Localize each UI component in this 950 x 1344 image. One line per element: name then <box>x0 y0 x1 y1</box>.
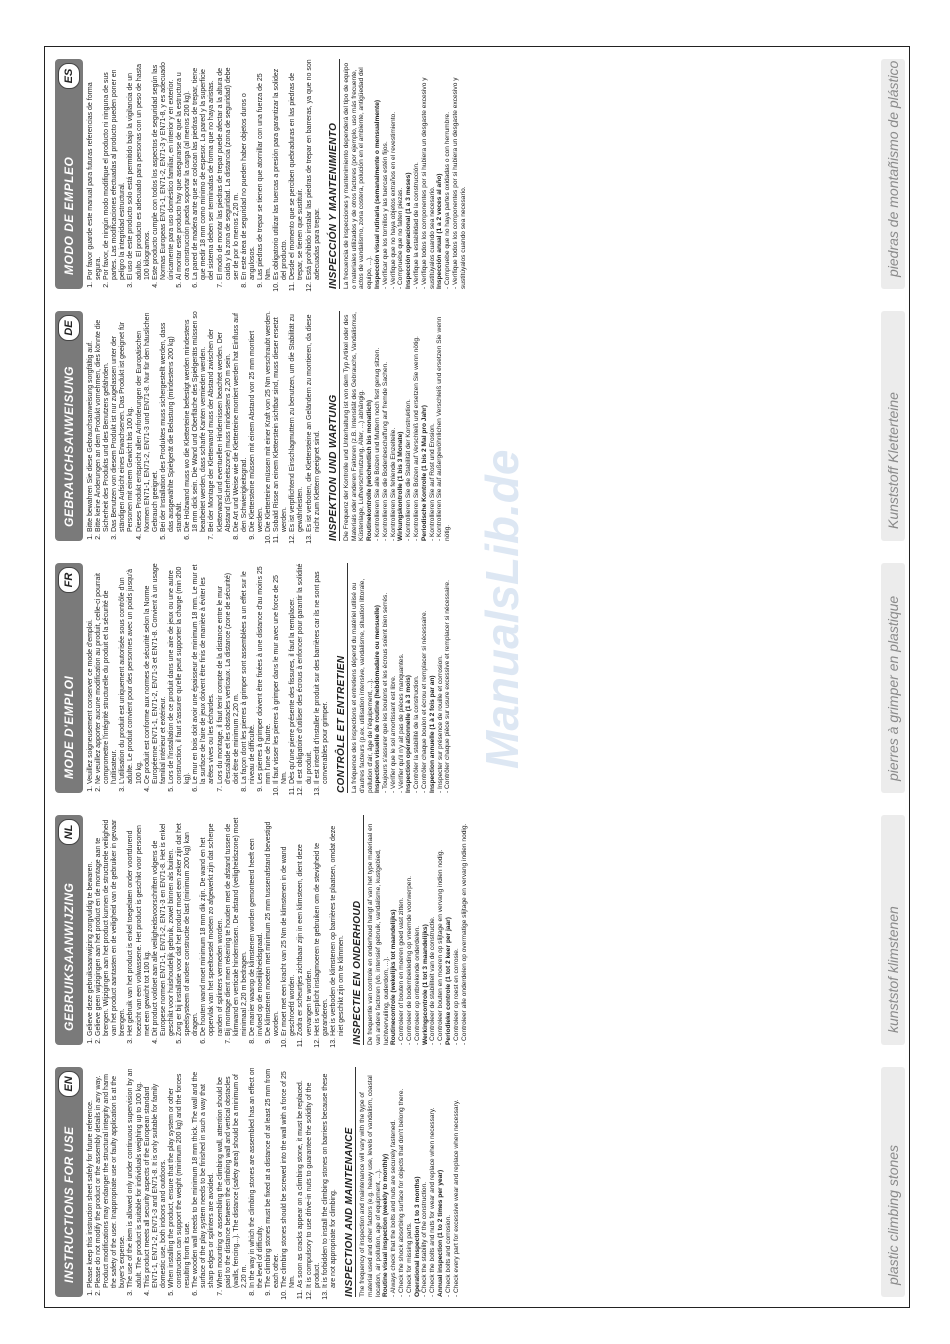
inspection-heading: Werkingscontrole (1 tot 3 maandelijks) <box>421 924 429 1045</box>
column-header <box>55 563 83 793</box>
inspection-line: - Controleer de stabiliteit van de constructie. <box>429 916 437 1045</box>
inspection-line: - Contrôler la stabilité de la construction. <box>413 675 421 793</box>
instruction-item: 8. La façon dont les pierres à grimper sont assemblées a un effet sur le niveau de difficulté. <box>241 563 257 784</box>
instruction-item: 9. The climbing stones must be fixed at a distance of at least 25 mm from each other. <box>265 1067 281 1288</box>
inspection-title: INSPEKTION UND WARTUNG <box>330 311 340 541</box>
inspection-line: - Contrôler chaque pièce sur usure excessive et remplacer si nécessaire. <box>444 580 452 793</box>
instructions-body <box>87 59 468 289</box>
instruction-item: 8. In the way in which the climbing stones are assembled has an effect on the level of difficulty. <box>249 1067 265 1288</box>
inspection-heading: Inspección anual (1 a 2 veces al año) <box>436 173 444 289</box>
watermark: ManualsLib.de <box>476 449 528 769</box>
instruction-item: 10. The climbing stones should be screwed into the wall with a force of 25 Nm. <box>281 1067 297 1288</box>
language-badge: FR <box>58 567 80 593</box>
instruction-list <box>87 563 330 793</box>
instruction-item: 5. When installing the product, ensure that the play system or other construction can support the weight (minimum 200 kg) and the forces resulting from its use. <box>168 1067 192 1288</box>
inspection-line: - Check the bolts and nuts for wear and replace when necessary. <box>429 1107 437 1297</box>
column-header <box>55 311 83 541</box>
inspection-line: - Kontrollieren Sie fehlende Einzelteile. <box>389 427 397 541</box>
instruction-item: 10. Il faut visser les pierres à grimper dans le mur avec une force de 25 Nm. <box>273 563 289 784</box>
instruction-item: 1. Por favor guarde este manual para futuras referencias de forma segura. <box>87 59 103 280</box>
inspection-section <box>367 815 468 1045</box>
instruction-item: 11. As soon as cracks appear on a climbing stone, it must be replaced. <box>297 1067 305 1288</box>
inspection-heading: Periodische Kontrolle (1 bis 2 Mal pro Jahr) <box>420 405 428 541</box>
instruction-item: 11. Sobald Risse an einem Kletterstein sichtbar sind, muss dieser ersetzt werden. <box>273 311 289 532</box>
column-title: GEBRAUCHSANWEISUNG <box>62 365 76 527</box>
column-header <box>55 815 83 1045</box>
inspection-section <box>359 1067 460 1297</box>
instruction-item: 12. Il est obligatoire d'utiliser des écrous à enfoncer pour garantir la solidité du produit. <box>297 563 313 784</box>
instruction-item: 8. De manier waarop de klimstenen worden gemonteerd heeft een invloed op de moeilijkheidsgraad. <box>249 815 265 1036</box>
inspection-line: - Check the stability of the construction. <box>421 1181 429 1297</box>
column-es <box>45 47 910 301</box>
inspection-section <box>343 59 468 289</box>
inspection-intro: La fréquence des inspections et entretiens dépend du matériel utilisé ou d'autres facteurs (p.ex. utilisation intensive, vandalisme, situation littorale, pollution d'air, âge de l'équipement, ...). <box>350 578 374 793</box>
inspection-heading: Wirkungskontrolle (1 bis 3 Monate) <box>397 431 405 541</box>
instruction-item: 6. La pared de madera ante que se colocan las piedras de trepar, tiene que medir 18 mm como mínimo de espesor. La pared y la superficie del sistema deben ser terminadas de forma que no haya aristas. <box>192 59 216 280</box>
instruction-list <box>87 1067 338 1297</box>
instruction-item: 4. Ce produit est conforme aux normes de sécurité selon la Norme Européenne EN71-1, EN71-2, EN71-3 et EN71-8. Convient à un usage familial intérieur et extérieur. <box>144 563 168 784</box>
instruction-item: 3. The use of the item is allowed only under continuous supervision by an adult. The product is suitable for individuals weighing up to 100 kg. <box>127 1067 143 1288</box>
instructions-body <box>87 563 452 793</box>
instruction-item: 7. Lors du montage, il faut tenir compte de la distance entre le mur d'escalade et les obstacles verticaux. La distance (zone de sécurité) doit être de minimum 2,20 m. <box>217 563 241 784</box>
instruction-item: 10. Es obligatorio utilizar las tuercas a presión para garantizar la solidez del producto. <box>273 59 289 280</box>
inspection-line: - Verifique todos los componentes por si hubiera un desgaste excesivo y sustitúyalos cuando sea necesario. <box>420 77 436 289</box>
product-name: piedras de montañismo de plástico <box>885 60 901 277</box>
product-name: kunststof klimstenen <box>885 906 901 1033</box>
instruction-list <box>87 815 346 1045</box>
inspection-line: - Controleer op roest en corrosie. <box>452 948 460 1045</box>
instruction-item: 9. Les pierres à grimper doivent être fixées à une distance d'au moins 25 mm l'une de l'autre. <box>257 563 273 784</box>
column-title: GEBRUIKSAANWIJZING <box>62 882 76 1031</box>
inspection-line: - Controleer de bodembekleding op vreemde voorwerpen. <box>406 876 414 1045</box>
instruction-item: 13. It is forbidden to install the climbing stones on barriers because these are not appropriate for climbing. <box>322 1067 338 1288</box>
product-name: Kunststoff Kletterteine <box>885 392 901 529</box>
instruction-item: 6. The wooden wall needs to be minimum 18 mm thick. The wall and the surface of the play system needs to be finished in such a way that sharp edges or splinters are avoided. <box>192 1067 216 1288</box>
instruction-item: 7. El modo de montar las piedras de trepar puede afectar a la altura de caída y la zona de seguridad. La distancia (zona de seguridad) debe ser de por lo menos 2,20 m. <box>217 59 241 280</box>
instruction-item: 5. Zorg er bij installatie voor dat het product moet een zeker zijn dat het speelsysteem of andere constructie de last (minimum 200 kg) kan dragen. <box>176 815 200 1036</box>
inspection-line: - Kontrollieren Sie die Bodenbeschaffung auf fremde Sachen. <box>381 361 389 541</box>
instruction-item: 1. Veuillez soigneusement conserver ce mode d'emploi. <box>87 563 95 784</box>
instruction-item: 2. Por favor, de ningún modo modifique el producto ni ninguna de sus partes. Las modificaciones efectuadas al producto pueden poner en peligro la integridad estructural. <box>103 59 127 280</box>
instruction-item: 6. De houten wand moet minimum 18 mm dik zijn. De wand en het oppervlak van het speeltoestel moeten zo afgewerkt zijn dat scherpe randen of splinters vermeden worden. <box>200 815 224 1036</box>
instruction-item: 9. Die Klettersteine müssen mit einem Abstand von 25 mm montiert werden. <box>249 311 265 532</box>
instruction-item: 5. Al montar este producto hay que asegurarse de que la estructura u otra construcción pueda soportar la carga (al menos 200 kg). <box>176 59 192 280</box>
column-footer <box>881 311 905 541</box>
inspection-heading: Annual inspection (1 to 2 times per year) <box>436 1169 444 1297</box>
instruction-item: 2. Bitte keine Änderungen an dem Produkt vornehmen, dies könnte die Sicherheit des Produkts und des Benutzers gefährden. <box>95 311 111 532</box>
instruction-item: 12. Het is verplicht inslagmoeren te gebruiken om de stevigheid te garanderen. <box>314 815 330 1036</box>
instruction-item: 5. Lors de l'installation de ce produit dans une aire de jeux ou une autre construction, il faut s'assurer qu'elle peut supporter la charge (min 200 kg). <box>168 563 192 784</box>
document-page <box>44 46 910 1308</box>
instructions-body <box>87 1067 460 1297</box>
inspection-line: - Verifique todos los componentes por si hubiera un desgaste excesivo y sustitúyalos cuando sea necesario. <box>451 77 467 289</box>
instruction-item: 4. Dieses Produkt entspricht allen Anforderungen der Europäischen Normen EN71-1, EN71-2, EN71-3 und EN71-8. Nur für den häuslichen Gebrauch geeignet. <box>136 311 160 532</box>
inspection-line: - Controleer alle onderdelen op overmatige slijtage en vervang indien nodig. <box>460 823 468 1045</box>
product-name: pierres à grimper en plastique <box>885 595 901 781</box>
inspection-line: - Controleer op ontbrekende onderdelen. <box>413 925 421 1045</box>
inspection-line: - Kontrollieren Sie alle Bolzen und Muttern noch fest genug sitzen. <box>374 347 381 541</box>
product-name: plastic climbing stones <box>885 1144 901 1285</box>
inspection-line: - Verificar que los tornillos y las tuercas estén fijos. <box>381 141 389 289</box>
inspection-heading: Periodieke controle (1 tot 2 keer per jaar) <box>445 917 453 1045</box>
inspection-title: INSPECTIE EN ONDERHOUD <box>354 815 364 1045</box>
inspection-title: CONTRÔLE ET ENTRETIEN <box>338 563 348 793</box>
instruction-item: 3. L'utilisation du produit est uniquement autorisée sous contrôle d'un adulte. Le produit convient pour des personnes avec un poids jusqu'à 100 kg. <box>119 563 143 784</box>
instruction-item: 7. Bei der Montage der Kletterwand muss der Abstand zwischen der Kletterwand und eventuellen Hindernissen beachtet werden. Der Abstand (Sicherheitszone) muss mindestens 2,20 m sein. <box>208 311 232 532</box>
column-footer <box>881 1067 905 1297</box>
language-badge: NL <box>58 819 80 845</box>
inspection-intro: Die Frequenz der Kontrolle und Unterhaltung ist von dem Typ Artikel oder des Materials oder anderen Faktoren (z.B. Intensität des Gebrauchs, Vandalismus, Küstenlage, Luftverschmutzung, Alter, ...) abhängig. <box>342 312 366 541</box>
inspection-line: - Controleer bouten en moeren op slijtage en vervang indien nodig. <box>437 849 445 1045</box>
inspection-line: - Check bolts and corrosion. <box>444 1214 452 1297</box>
instruction-item: 7. Bij montage dient men rekening te houden met de afstand tussen de klimwand en verticale hindernissen. De afstand (veiligheidszone) moet minimaal 2,20 m bedragen. <box>225 815 249 1036</box>
inspection-line: - Contrôler chaque boulon et écrou et remplacer si nécessaire. <box>421 610 429 793</box>
language-badge: ES <box>58 63 80 89</box>
instruction-item: 3. Das Benutzen von diesem Produkt ist nur zugelassen unter der ständigen Aufsicht eines Erwachsenen. Das Produkt ist geeignet für Personen mit einem Gewicht bis 100 kg. <box>111 311 135 532</box>
instruction-item: 12. Está prohibido instalar las piedras de trepar en barreras, ya que no son adecuadas para trepar. <box>306 59 322 280</box>
column-footer <box>881 815 905 1045</box>
instruction-item: 2. Gelieve geen wijzigingen aan het product en de montage aan te brengen. Wijzigingen aan het product kunnen de structurele veiligheid van het product aantasten en de veiligheid van de gebruiker in gevaar brengen. <box>95 815 127 1036</box>
column-title: MODO DE EMPLEO <box>62 156 76 275</box>
inspection-line: - Kontrollieren Sie auf Rost und Erosion. <box>428 423 436 541</box>
column-nl <box>45 803 910 1057</box>
column-en <box>45 1055 910 1308</box>
column-footer <box>881 59 905 289</box>
column-title: INSTRUCTIONS FOR USE <box>62 1126 76 1283</box>
instruction-item: 8. En este área de seguridad no pueden haber objetos duros o angulosos. <box>241 59 257 280</box>
inspection-line: - Compruebe que no falten piezas. <box>397 187 405 289</box>
column-footer <box>881 563 905 793</box>
inspection-line: - Compruebe que no haya partes oxidadas o con herrumbre. <box>444 111 452 289</box>
instruction-item: 11. Zodra er scheurtjes zichtbaar zijn in een klimsteen, dient deze vervangen te worden. <box>297 815 313 1036</box>
inspection-line: - Kontrollieren Sie auf außergewöhnlichen Verschleiß und ersetzen Sie wenn nötig. <box>436 316 452 541</box>
inspection-heading: Inspection opérationnelle (1 à 3 mois) <box>405 675 413 793</box>
instruction-item: 9. De klimstenen moeten met minimum 25 mm tussenafstand bevestigd worden. <box>265 815 281 1036</box>
inspection-heading: Routinecontrole (wekelijks tot maandelijks) <box>390 909 398 1045</box>
column-header <box>55 59 83 289</box>
column-header <box>55 1067 83 1297</box>
instruction-item: 4. This product meets all security aspects of the European standard EN71-1, EN71-2, EN71-3 and EN71-8. It is only suitable for family domestic use, both indoors and outdoors. <box>144 1067 168 1288</box>
inspection-line: - Check for missing parts. <box>405 1222 413 1297</box>
column-fr <box>45 551 910 805</box>
column-title: MODE D'EMPLOI <box>62 675 76 779</box>
instruction-item: 12. Es ist verpflichtend Einschlagmuttern zu benutzen, um die Stabilität zu gewährleisten. <box>289 311 305 532</box>
instruction-item: 10. Die Kletterteine müssen mit einer Kraft von 25 Nm verschraubt werden. <box>265 311 273 532</box>
instruction-item: 13. Il est interdit d'installer le produit sur des barrières car ils ne sont pas convenables pour grimper. <box>314 563 330 784</box>
instruction-item: 1. Bitte bewahren Sie diese Gebrauchsanweisung sorgfältig auf. <box>87 311 95 532</box>
instruction-list <box>87 311 322 541</box>
inspection-intro: La frecuencia de inspecciones y mantenimiento dependerá del tipo de equipo o materiales utilizados y de otros factores (por ejemplo, uso más frecuente, actos de vandalismo, zona costera, polución en el ambiente, antigüedad del equipo, ...). <box>342 62 374 289</box>
instruction-item: 2. Ne veuillez apporter aucune modification au produit, celle-ci pourrait compromettre l'intégrité structurelle du produit et la sécurité de l'utilisateur. <box>95 563 119 784</box>
inspection-line: - Vérifier que le sol amortissant est libre. <box>389 675 397 793</box>
language-badge: EN <box>58 1071 80 1097</box>
language-badge: DE <box>58 315 80 341</box>
instruction-item: 6. Die Holzwand muss wo die Kletterteine befestigt werden mindestens 18 mm dick sein. Die Wand und Oberfläche des Spielgeräts müssen so bearbeitet werden, dass scharfe Kanten vermieden werden. <box>184 311 208 532</box>
instruction-item: 11. Dès qu'une pierre présente des fissures, il faut la remplacer. <box>289 563 297 784</box>
inspection-section <box>343 311 452 541</box>
inspection-line: - Always check that the bolts and nuts are securely fastened. <box>390 1119 398 1297</box>
inspection-heading: Inspection annuelle (1 à 2 fois par an) <box>428 675 436 793</box>
instructions-body <box>87 815 468 1045</box>
instruction-item: 12. It is compulsory to use drive-in nuts to guarantee the solidity of the product. <box>306 1067 322 1288</box>
instruction-item: 7. When mounting or assembling the climbing wall, attention should be paid to the distance between the climbing wall and vertical obstacles (walls, fencing...). The distance (safety area) should be a minimum of 2,20 m. <box>217 1067 249 1288</box>
inspection-heading: Routinekontrolle (wöchentlich bis monatlich) <box>366 399 374 541</box>
inspection-line: - Inspecter sur présence de rouille et corrosion. <box>436 655 444 793</box>
instruction-list <box>87 59 322 289</box>
inspection-line: - Verifique que no haya objetos extraños en el revestimiento. <box>389 111 397 289</box>
instruction-item: 13. Es ist verboten, die Klettersteine an Geländern zu montieren, da diese nicht zum Klettern geeignet sind. <box>306 311 322 532</box>
instruction-item: 13. Het is verboden de klimstenen op barrières te plaatsen, omdat deze niet geschikt zijn om te klimmen. <box>330 815 346 1036</box>
inspection-heading: Inspección visual rutinaria (semanalmente o mensualmente) <box>374 99 381 289</box>
inspection-line: - Kontrollieren Sie die Stabilität der Konstruktion. <box>405 399 413 541</box>
inspection-line: - Toujours s'assurer que les boulons et les écrous soient bien serrés. <box>382 592 390 793</box>
instruction-item: 2. Please do not modify the product or the assembly details in any way. Product modifications may endanger the structural integrity and harm the safety of the user. Inappropriate use or faulty application is at the buyer's expense. <box>95 1067 127 1288</box>
inspection-heading: Operational inspection (1 to 3 months) <box>413 1176 421 1297</box>
inspection-line: - Verifique la estabilidad de la construcción. <box>412 162 420 289</box>
inspection-heading: Routine visual inspection (weekly to monthly) <box>382 1153 390 1297</box>
inspection-heading: Inspection visuelle de routine (hebdomadaire ou mensuelle) <box>374 605 382 793</box>
inspection-line: - Check every part for excessive wear and replace when necessary. <box>452 1099 460 1297</box>
instruction-item: 8. Die Art und Weise wie die Kletterteine montiert werden hat Einfluss auf den Schwierigkeitsgrad. <box>233 311 249 532</box>
instructions-body <box>87 311 452 541</box>
inspection-line: - Kontrollieren Sie Bolzen auf Verschleiß und ersetzen Sie wenn nötig. <box>412 336 420 541</box>
instruction-item: 4. Dit product voldoet aan alle veiligheidsvoorschriften volgens de Europese normen EN71-1, EN71-2, EN71-3 en EN71-8. Het is enkel geschikt voor huishoudelijk gebruik, zowel binnen als buiten. <box>152 815 176 1036</box>
rotated-sheet <box>45 47 910 1308</box>
instruction-item: 1. Please keep this instruction sheet safely for future reference. <box>87 1067 95 1288</box>
inspection-heading: Inspección operacional (1 a 3 meses) <box>405 172 413 289</box>
instruction-item: 5. Bei der Installation des Produktes muss sichergestellt werden, dass das ausgewählte Spielgerät die Belastung (mindestens 200 kg) standhält. <box>160 311 184 532</box>
instruction-item: 9. Las piedras de trepar se tienen que atornillar con una fuerza de 25 Nm. <box>257 59 273 280</box>
inspection-intro: The frequency of inspection and maintenance will vary with the type of material used and other factors (e.g. heavy use, levels of vandalism, coastal location, air pollution, age of equipment, ...). <box>359 1075 382 1297</box>
inspection-section <box>351 563 452 793</box>
inspection-line: - Controleer of bouten en moeren goed vast zitten. <box>398 897 406 1045</box>
inspection-line: - Vérifier qu'il n'y ait pas de pièces manquantes. <box>397 653 405 793</box>
instruction-item: 1. Gelieve deze gebruiksaanwijzing zorgvuldig te bewaren. <box>87 815 95 1036</box>
inspection-intro: De frequentie van controle en onderhoud hangt af van het type materiaal en van andere factoren (vb. intensief gebruik, vandalisme, kustgebied, luchtvervuiling, ouderdom, ...). <box>367 823 390 1045</box>
inspection-title: INSPECTION AND MAINTENANCE <box>346 1067 356 1297</box>
column-de <box>45 299 910 553</box>
inspection-line: - Check the shock absorbing surface for objects that don't belong there. <box>397 1088 405 1297</box>
instruction-item: 4. Este producto cumple con todos los aspectos de seguridad según las Normas Europeas EN71-1, EN71-2, EN71-3 y EN71-8, y es adecuado únicamente para uso doméstico familiar, en interior y en exterior. <box>152 59 176 280</box>
instruction-item: 6. Le mur en bois doit avoir une épaisseur de minimum 18 mm. Le mur et la surface de l'aire de jeux doivent être finis de manière à éviter les arêtes vives ou les échardes. <box>192 563 216 784</box>
instruction-item: 11. Desde el momento que se perciben quebraduras en las piedras de trepar, se tienen que sustituir. <box>289 59 305 280</box>
instruction-item: 3. El uso de este producto solo está permitido bajo la vigilancia de un adulto. El producto es adecuado para personas con un peso de hasta 100 kilogramos. <box>127 59 151 280</box>
inspection-title: INSPECCIÓN Y MANTENIMIENTO <box>330 59 340 289</box>
instruction-item: 3. Het gebruik van het product is enkel toegelaten onder voortdurend toezicht van een volwassene. Het product is geschikt voor personen met een gewicht tot 100 kg. <box>127 815 151 1036</box>
instruction-item: 10. Er moet met een kracht van 25 Nm de klimstenen in de wand geschroefd worden. <box>281 815 297 1036</box>
